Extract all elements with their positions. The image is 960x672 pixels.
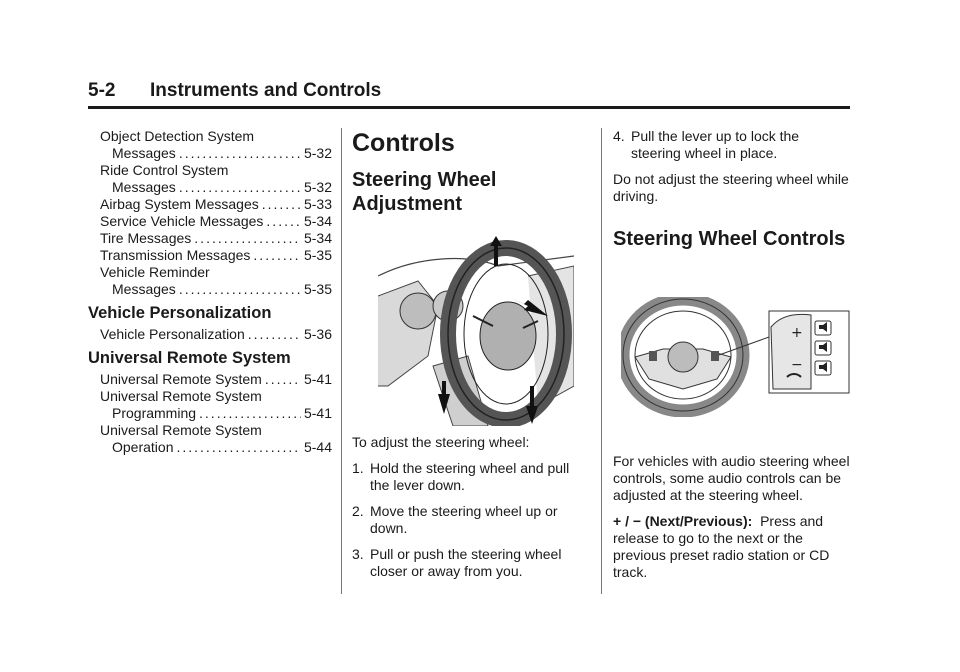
toc-entry[interactable] — [88, 230, 332, 247]
toc-entry-line — [100, 247, 332, 264]
toc-entry[interactable] — [88, 422, 332, 456]
toc-entry-line — [100, 405, 332, 422]
toc-entry-line — [100, 371, 332, 388]
toc-entry-title: Universal Remote System — [100, 422, 262, 438]
toc-entry-label: Service Vehicle Messages — [100, 213, 264, 229]
toc-entry[interactable] — [88, 247, 332, 264]
column-divider — [341, 128, 342, 594]
toc-entry-line — [100, 213, 332, 230]
step-number: 3. — [352, 546, 364, 562]
column-divider — [601, 128, 602, 594]
toc-page-number: 5-33 — [303, 196, 332, 212]
toc-page-number: 5-32 — [303, 179, 332, 195]
step-item — [613, 128, 850, 162]
subsection-heading: Steering Wheel Controls — [613, 228, 846, 250]
toc-entry[interactable] — [88, 264, 332, 298]
subsection-heading-line: Steering Wheel — [352, 169, 497, 191]
toc-entry-title: Universal Remote System — [100, 388, 262, 404]
step-text: Pull or push the steering wheel closer or away from you. — [370, 546, 562, 579]
toc-entry-label: Messages — [112, 145, 176, 161]
next-symbol: + — [791, 325, 803, 341]
toc-entry-line — [100, 145, 332, 162]
toc-entry-title: Vehicle Reminder — [100, 264, 210, 280]
toc-entry-label: Tire Messages — [100, 230, 192, 246]
toc-leader — [262, 196, 301, 213]
toc-entry[interactable] — [88, 196, 332, 213]
toc-leader — [265, 371, 301, 388]
toc-page-number: 5-41 — [303, 371, 332, 387]
toc-entry[interactable] — [88, 326, 332, 343]
driving-warning: Do not adjust the steering wheel while driving. — [613, 171, 849, 204]
wheel-controls-figure — [621, 297, 850, 417]
toc-entry[interactable] — [88, 213, 332, 230]
toc-leader — [199, 405, 301, 422]
toc-page-number: 5-35 — [303, 247, 332, 263]
toc-list — [88, 371, 332, 456]
toc-entry-line — [100, 179, 332, 196]
toc-page-number: 5-41 — [303, 405, 332, 421]
step-text: Hold the steering wheel and pull the lever down. — [370, 460, 570, 493]
toc-leader — [179, 145, 301, 162]
step-item — [352, 546, 590, 580]
toc-leader — [253, 247, 301, 264]
toc-column — [88, 128, 332, 456]
section-heading: Controls — [352, 129, 455, 157]
toc-page-number: 5-44 — [303, 439, 332, 455]
toc-page-number: 5-34 — [303, 213, 332, 229]
toc-leader — [248, 326, 301, 343]
toc-entry[interactable] — [88, 128, 332, 162]
toc-leader — [179, 281, 301, 298]
page-header — [88, 80, 850, 109]
adjust-steps — [352, 460, 590, 580]
step-text: Pull the lever up to lock the steering wheel in place. — [631, 128, 800, 161]
chapter-title: Instruments and Controls — [150, 80, 382, 101]
toc-entry-line — [100, 196, 332, 213]
step-item — [352, 503, 590, 537]
step-text: Move the steering wheel up or down. — [370, 503, 558, 536]
toc-entry-line — [100, 439, 332, 456]
toc-entry-label: Vehicle Personalization — [100, 326, 245, 342]
toc-entry-title: Object Detection System — [100, 128, 255, 144]
control-text: Press and release to go to the next or the previous preset radio station or CD track. — [613, 513, 830, 580]
toc-entry-label: Universal Remote System — [100, 371, 262, 387]
toc-entry-label: Messages — [112, 179, 176, 195]
toc-entry[interactable] — [88, 162, 332, 196]
controls-column — [352, 128, 590, 589]
toc-leader — [179, 179, 301, 196]
toc-entry[interactable] — [88, 388, 332, 422]
step-number: 4. — [613, 128, 625, 144]
adjust-intro: To adjust the steering wheel: — [352, 434, 530, 450]
toc-entry-label: Operation — [112, 439, 174, 455]
subsection-heading — [352, 168, 590, 216]
toc-list — [88, 326, 332, 343]
toc-entry-label: Transmission Messages — [100, 247, 251, 263]
page-number: 5-2 — [88, 80, 116, 101]
toc-entry-label: Airbag System Messages — [100, 196, 259, 212]
toc-page-number: 5-36 — [303, 326, 332, 342]
wheel-controls-column — [613, 128, 850, 581]
previous-symbol: − — [791, 357, 803, 373]
toc-entry-label: Messages — [112, 281, 176, 297]
toc-entry-line — [100, 230, 332, 247]
toc-entry-label: Programming — [112, 405, 197, 421]
control-label: + / − (Next/Previous): — [613, 513, 753, 529]
toc-section-universal-remote: Universal Remote System — [88, 349, 291, 367]
toc-page-number: 5-34 — [303, 230, 332, 246]
toc-entry[interactable] — [88, 371, 332, 388]
toc-page-number: 5-32 — [303, 145, 332, 161]
controls-intro: For vehicles with audio steering wheel controls, some audio controls can be adjusted at the steering wheel. — [613, 453, 850, 503]
step-number: 2. — [352, 503, 364, 519]
toc-leader — [194, 230, 301, 247]
toc-section-vehicle-personalization: Vehicle Personalization — [88, 304, 272, 322]
toc-leader — [266, 213, 301, 230]
toc-entry-line — [100, 326, 332, 343]
subsection-heading-line: Adjustment — [352, 193, 462, 215]
next-previous-desc — [613, 513, 850, 581]
steering-adjust-figure — [378, 236, 590, 426]
toc-entry-line — [100, 281, 332, 298]
toc-page-number: 5-35 — [303, 281, 332, 297]
step-number: 1. — [352, 460, 364, 476]
toc-list — [88, 128, 332, 298]
step-item — [352, 460, 590, 494]
toc-leader — [176, 439, 300, 456]
toc-entry-title: Ride Control System — [100, 162, 229, 178]
